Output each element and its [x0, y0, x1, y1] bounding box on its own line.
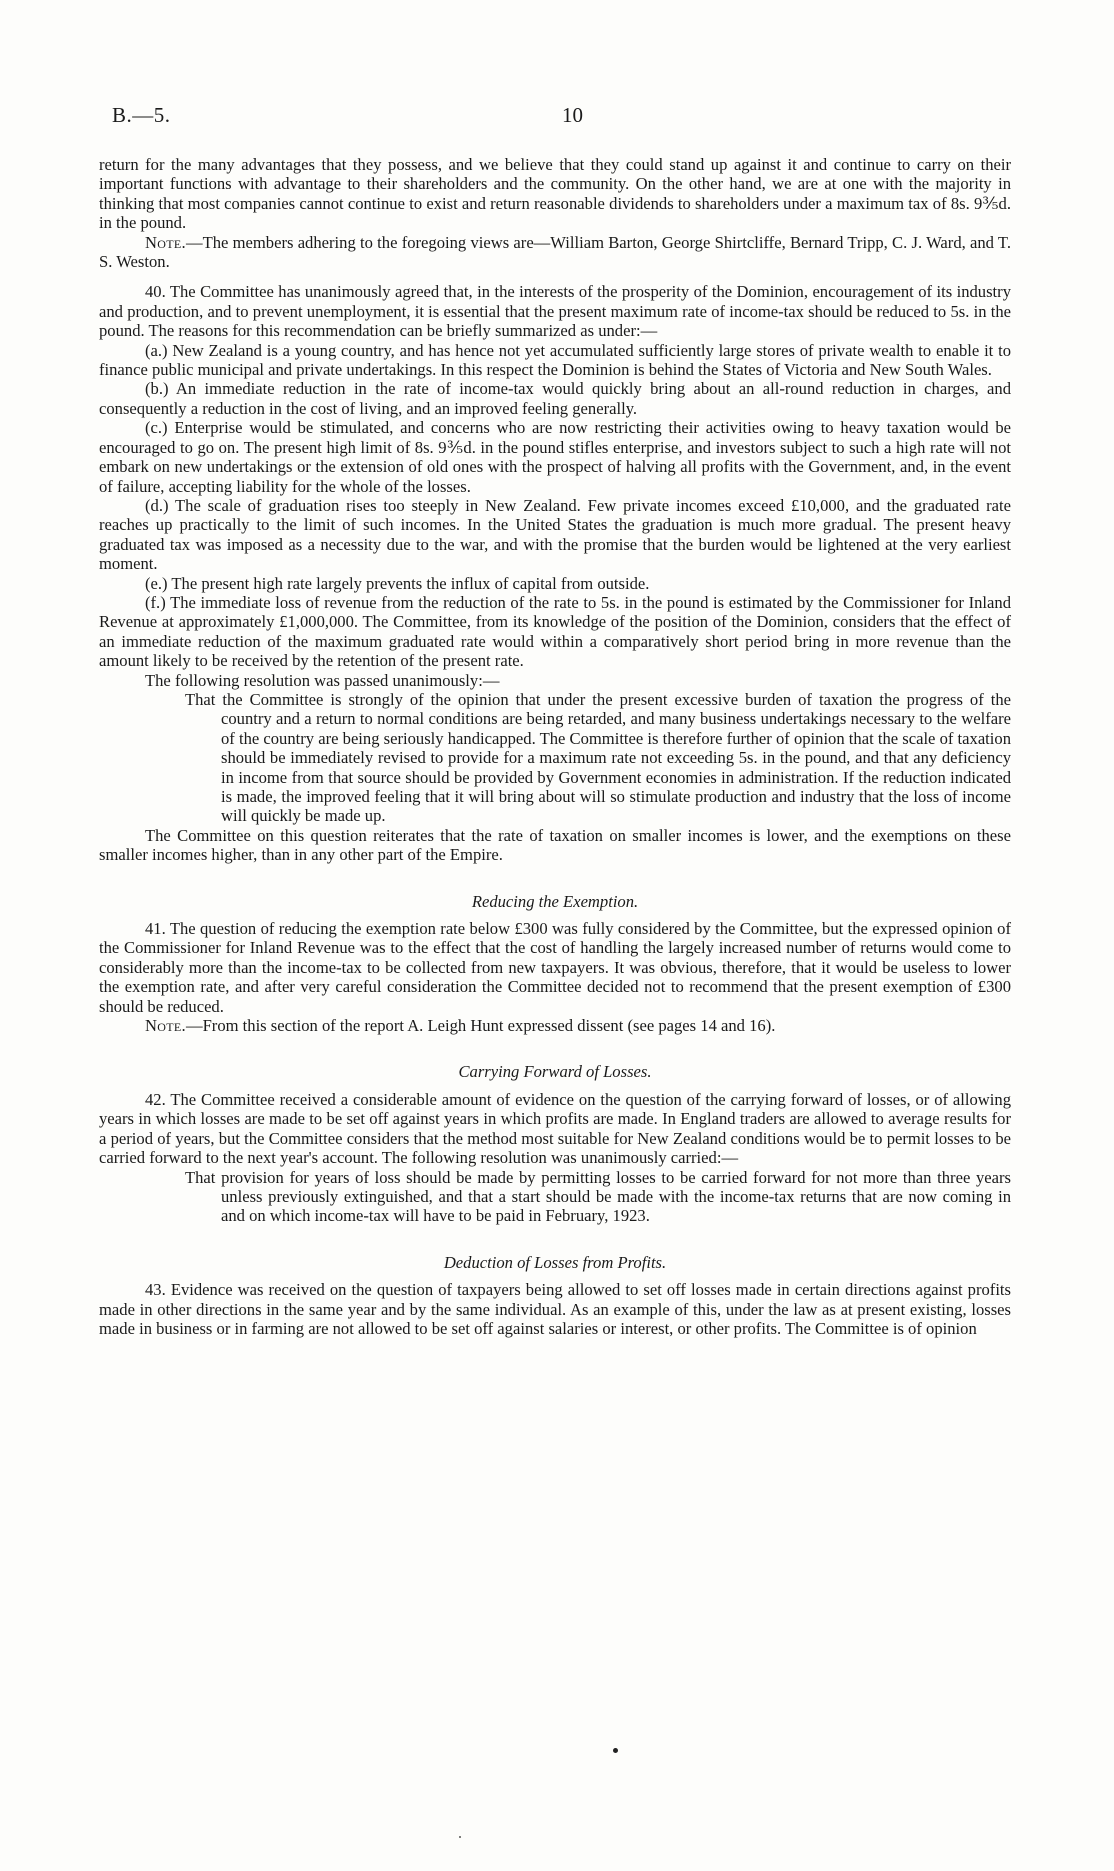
spacer: [99, 1035, 1011, 1062]
note-paragraph: Note.—The members adhering to the foregoing views are—William Barton, George Shirtcliffe, Bernard Tripp, C. J. Ward, and T. S. Weston.: [99, 232, 1011, 272]
section-heading: Carrying Forward of Losses.: [458, 1062, 652, 1082]
note-paragraph: [99, 1016, 1011, 1035]
spacer: [99, 271, 1011, 282]
note-label: Note.: [145, 1016, 186, 1036]
spacer: [99, 865, 1011, 892]
page-number: 10: [562, 103, 583, 127]
paragraph: The following resolution was passed unanimously:—: [145, 670, 500, 690]
list-item: (c.) Enterprise would be stimulated, and concerns who are now restricting their activities owing to heavy taxation would be encouraged to go on. The present high limit of 8s. 9⅗d. in the pound stifles enterprise, and investors subject to such a high rate will not embark on new undertakings or the extension of old ones with the prospect of halving all profits with the Government, and, in the event of failure, accepting liability for the whole of the losses.: [99, 418, 1011, 496]
list-item: (d.) The scale of graduation rises too steeply in New Zealand. Few private incomes exceed £10,000, and the graduated rate reaches up practically to the limit of such incomes. In the United States the graduation is much more gradual. The present heavy graduated tax was imposed as a necessity due to the war, and with the promise that the burden would be lightened at the very earliest moment.: [99, 495, 1011, 574]
paragraph: 42. The Committee received a considerable amount of evidence on the question of the carrying forward of losses, or of allowing years in which losses are made to be set off against years in which profits are made. In England traders are allowed to average results for a period of years, but the Committee considers that the method most suitable for New Zealand conditions would be to permit losses to be carried forward to the next year's account. The following resolution was unanimously carried:—: [99, 1089, 1011, 1168]
paragraph: 40. The Committee has unanimously agreed that, in the interests of the prosperity of the Dominion, encouragement of its industry and production, and to prevent unemployment, it is essential that the present maximum rate of income-tax should be reduced to 5s. in the pound. The reasons for this recommendation can be briefly summarized as under:—: [99, 282, 1011, 341]
resolution-quote: That the Committee is strongly of the opinion that under the present excessive burden of taxation the progress of the country and a return to normal conditions are being retarded, and many business undertakings necessary to the welfare of the country are being seriously handicapped. The Committee is therefore further of opinion that the scale of taxation should be immediately revised to provide for a maximum rate not exceeding 5s. in the pound, and that any deficiency in income from that source should be provided by Government economies in administration. If the reduction indicated is made, the improved feeling that it will bring about will so stimulate production and industry that the loss of income will quickly be made up.: [185, 689, 1011, 826]
paragraph: The Committee on this question reiterates that the rate of taxation on smaller incomes is lower, and the exemptions on these smaller incomes higher, than in any other part of the Empire.: [99, 825, 1011, 865]
paragraph: return for the many advantages that they possess, and we believe that they could stand up against it and continue to carry on their important functions with advantage to their shareholders and the community. On the other hand, we are at one with the majority in thinking that most companies cannot continue to exist and return reasonable dividends to shareholders under a maximum tax of 8s. 9⅗d. in the pound.: [99, 155, 1011, 233]
print-mark: [459, 1836, 461, 1838]
paragraph: 41. The question of reducing the exemption rate below £300 was fully considered by the Committee, but the expressed opinion of the Commissioner for Inland Revenue was to the effect that the cost of handling the largely increased number of returns would come to considerably more than the income-tax to be collected from new taxpayers. It was obvious, therefore, that it would be useless to lower the exemption rate, and after very careful consideration the Committee decided not to recommend that the present exemption of £300 should be reduced.: [99, 919, 1011, 1016]
spacer: [99, 1272, 1011, 1280]
list-item: (f.) The immediate loss of revenue from the reduction of the rate to 5s. in the pound is estimated by the Commissioner for Inland Revenue at approximately £1,000,000. The Committee, from its knowledge of the position of the Dominion, considers that the effect of an immediate reduction of the maximum graduated rate would within a comparatively short period bring in more revenue than the amount likely to be received by the retention of the present rate.: [99, 592, 1011, 671]
section-heading: Deduction of Losses from Profits.: [443, 1252, 667, 1272]
list-item: (e.) The present high rate largely prevents the influx of capital from outside.: [145, 573, 650, 593]
page-header: [112, 103, 1011, 132]
section-heading: Reducing the Exemption.: [471, 891, 639, 911]
note-text: The members adhering to the foregoing views are—William Barton, George Shirtcliffe, Bernard Tripp, C. J. Ward, and T. S. Weston.: [99, 232, 1011, 272]
note-text: —From this section of the report A. Leigh Hunt expressed dissent (see pages 14 and 16).: [185, 1016, 776, 1036]
list-item: (a.) New Zealand is a young country, and has hence not yet accumulated sufficiently large stores of private wealth to enable it to finance public municipal and private undertakings. In this respect the Dominion is behind the States of Victoria and New South Wales.: [99, 340, 1011, 380]
note-label: Note.: [145, 232, 186, 252]
resolution-quote: That provision for years of loss should be made by permitting losses to be carried forward for not more than three years unless previously extinguished, and that a start should be made with the income-tax returns that are now coming in and on which income-tax will have to be paid in February, 1923.: [185, 1167, 1011, 1226]
list-item: (b.) An immediate reduction in the rate of income-tax would quickly bring about an all-round reduction in charges, and consequently a reduction in the cost of living, and an improved feeling generally.: [99, 379, 1011, 418]
spacer: [99, 1226, 1011, 1253]
spacer: [99, 911, 1011, 919]
print-mark: [613, 1748, 618, 1753]
spacer: [99, 1082, 1011, 1090]
paragraph: 43. Evidence was received on the question of taxpayers being allowed to set off losses made in certain directions against profits made in other directions in the same year and by the same individual. As an example of this, under the law as at present existing, losses made in business or in farming are not allowed to be set off against salaries or interest, or other profits. The Committee is of opinion: [99, 1280, 1011, 1338]
document-reference: B.—5.: [112, 103, 171, 127]
document-body: [99, 155, 1011, 1338]
